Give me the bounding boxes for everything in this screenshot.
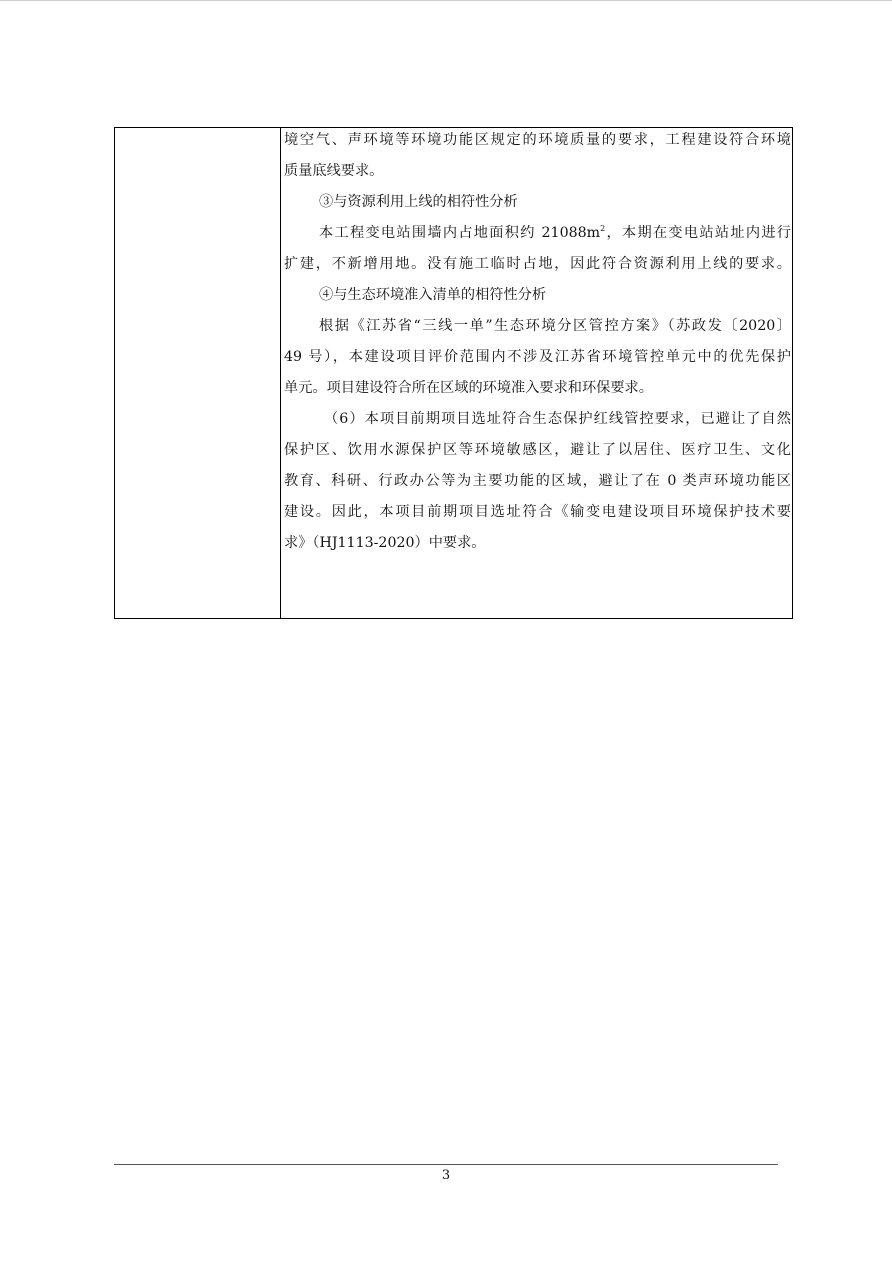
content-table <box>114 127 793 619</box>
section-heading-resource: ③与资源利用上线的相符性分析 <box>319 194 518 210</box>
table-left-cell <box>115 128 281 618</box>
text-line-12: 教育、科研、行政办公等为主要功能的区域，避让了在 0 类声环境功能区 <box>284 473 791 489</box>
text-line-7: 根据《江苏省“三线一单”生态环境分区管控方案》（苏政发〔2020〕 <box>319 318 791 334</box>
area-text-before: 本工程变电站围墙内占地面积约 21088m <box>319 225 601 241</box>
text-line-area <box>284 221 791 252</box>
text-line-9: 单元。项目建设符合所在区域的环境准入要求和环保要求。 <box>284 380 653 396</box>
top-border-line <box>0 0 892 1</box>
section-heading-ecology: ④与生态环境准入清单的相符性分析 <box>319 287 547 303</box>
text-line-5: 扩建，不新增用地。没有施工临时占地，因此符合资源利用上线的要求。 <box>284 256 791 272</box>
text-line-2: 质量底线要求。 <box>284 163 384 179</box>
area-unit-superscript: 2 <box>600 224 606 233</box>
text-line-8: 49 号），本建设项目评价范围内不涉及江苏省环境管控单元中的优先保护 <box>284 349 791 365</box>
text-line-11: 保护区、饮用水源保护区等环境敏感区，避让了以居住、医疗卫生、文化 <box>284 442 791 458</box>
text-line-14: 求》（HJ1113-2020）中要求。 <box>284 535 486 551</box>
table-right-cell <box>281 128 792 618</box>
area-text-after: ，本期在变电站站址内进行 <box>605 225 791 241</box>
footer-divider <box>114 1164 778 1165</box>
page-number: 3 <box>441 1168 451 1183</box>
text-line-10: （6）本项目前期项目选址符合生态保护红线管控要求，已避让了自然 <box>324 411 791 427</box>
text-line-1: 境空气、声环境等环境功能区规定的环境质量的要求，工程建设符合环境 <box>284 132 791 148</box>
text-line-13: 建设。因此，本项目前期项目选址符合《输变电建设项目环境保护技术要 <box>284 504 791 520</box>
